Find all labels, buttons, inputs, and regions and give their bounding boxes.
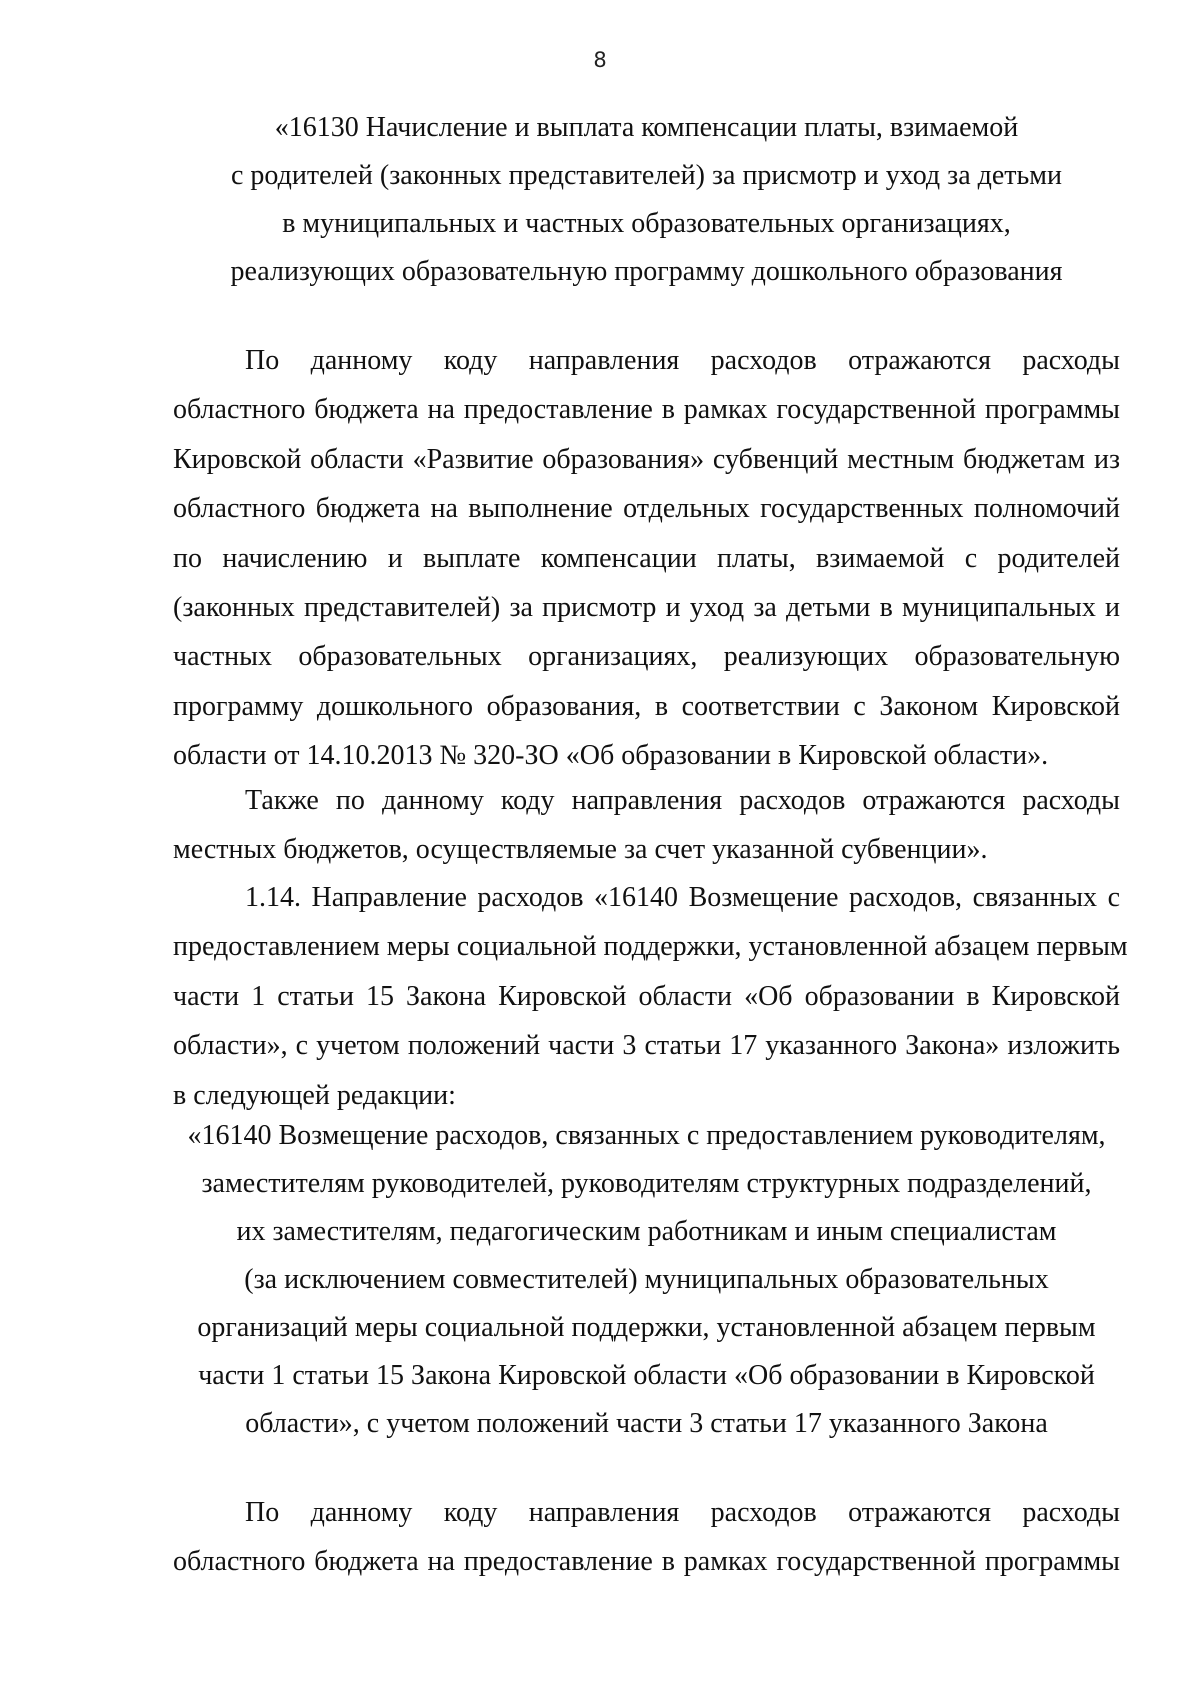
page-number: 8 xyxy=(593,48,607,72)
paragraph-line: По данному коду направления расходов отражаются расходы xyxy=(245,345,1120,376)
paragraph-line: области от 14.10.2013 № 320-ЗО «Об образовании в Кировской области». xyxy=(173,740,1049,772)
heading-line: с родителей (законных представителей) за присмотр и уход за детьми xyxy=(230,160,1063,191)
paragraph-line: (законных представителей) за присмотр и уход за детьми в муниципальных и xyxy=(173,591,1120,623)
paragraph-line: областного бюджета на предоставление в рамках государственной программы xyxy=(173,1546,1120,1578)
body-paragraph-1-14 xyxy=(173,873,1128,1120)
paragraph-line: части 1 статьи 15 Закона Кировской области «Об образовании в Кировской xyxy=(173,980,1120,1012)
body-paragraph-local-budgets xyxy=(173,776,1120,875)
heading-line: в муниципальных и частных образовательных организациях, xyxy=(282,208,1011,239)
heading-line: (за исключением совместителей) муниципальных образовательных xyxy=(244,1264,1049,1295)
paragraph-line: предоставлением меры социальной поддержки, установленной абзацем первым xyxy=(173,931,1128,963)
paragraph-line: программу дошкольного образования, в соответствии с Законом Кировской xyxy=(173,690,1120,722)
body-paragraph-16130-description xyxy=(173,336,1120,781)
heading-line: организаций меры социальной поддержки, установленной абзацем первым xyxy=(197,1312,1096,1343)
paragraph-line: области», с учетом положений части 3 статьи 17 указанного Закона» изложить xyxy=(173,1030,1120,1062)
heading-line: части 1 статьи 15 Закона Кировской области «Об образовании в Кировской xyxy=(198,1360,1095,1391)
paragraph-line: частных образовательных организациях, реализующих образовательную xyxy=(173,641,1120,673)
section-heading-16130 xyxy=(173,104,1120,296)
section-heading-16140 xyxy=(173,1112,1120,1448)
paragraph-line: По данному коду направления расходов отражаются расходы xyxy=(245,1497,1120,1528)
paragraph-line: Также по данному коду направления расходов отражаются расходы xyxy=(245,785,1120,816)
paragraph-line: областного бюджета на предоставление в рамках государственной программы xyxy=(173,394,1120,426)
heading-line: их заместителям, педагогическим работникам и иным специалистам xyxy=(236,1216,1057,1247)
heading-line: заместителям руководителей, руководителям структурных подразделений, xyxy=(201,1168,1092,1199)
paragraph-line: по начислению и выплате компенсации платы, взимаемой с родителей xyxy=(173,542,1120,574)
heading-line: области», с учетом положений части 3 статьи 17 указанного Закона xyxy=(245,1408,1048,1439)
paragraph-line: местных бюджетов, осуществляемые за счет указанной субвенции». xyxy=(173,834,988,866)
heading-line: «16140 Возмещение расходов, связанных с предоставлением руководителям, xyxy=(187,1120,1106,1151)
heading-line: реализующих образовательную программу дошкольного образования xyxy=(230,256,1063,287)
paragraph-line: 1.14. Направление расходов «16140 Возмещение расходов, связанных с xyxy=(245,882,1120,913)
paragraph-line: в следующей редакции: xyxy=(173,1079,456,1111)
paragraph-line: Кировской области «Развитие образования» субвенций местным бюджетам из xyxy=(173,443,1120,475)
heading-line: «16130 Начисление и выплата компенсации платы, взимаемой xyxy=(274,112,1019,143)
paragraph-line: областного бюджета на выполнение отдельных государственных полномочий xyxy=(173,493,1120,525)
body-paragraph-16140-description xyxy=(173,1488,1120,1587)
